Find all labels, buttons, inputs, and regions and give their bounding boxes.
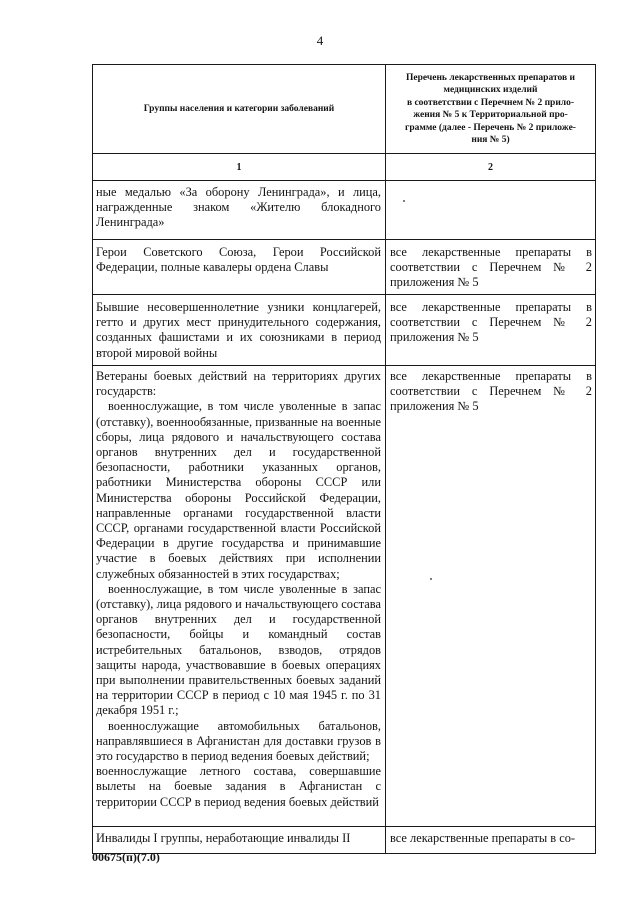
page-number: 4 bbox=[316, 33, 324, 48]
document-code: 00675(п)(7.0) bbox=[92, 850, 160, 864]
header-line: ния № 5) bbox=[471, 135, 510, 145]
group-item: военнослужащие, в том числе уволенные в запас (отставку), военнообязанные, призванные на военные сборы, лица рядового и начальствующего состава органов внутренних дел и государственной безопасности, работники указанных органов, работники Министерства обороны СССР или Министерства обороны Российской Федерации, направленные органами государственной власти СССР, органами государственной власти Российской Федерации в другие государства и принимавшие участие в боевых действиях при исполнении служебных обязанностей в этих государствах; bbox=[96, 399, 381, 581]
scan-speck bbox=[403, 200, 405, 202]
table-row bbox=[93, 240, 596, 295]
drug-list-text: все лекарственные препараты в со- bbox=[390, 831, 576, 845]
header-line: медицинских изделий bbox=[443, 85, 538, 95]
table-row bbox=[93, 295, 596, 366]
group-item: военнослужащие, в том числе уволенные в запас (отставку), лица рядового и начальствующего состава органов внутренних дел и государственной безопасности, бойцы и командный состав истребительных батальонов, взводов, отрядов защиты народа, участвовавшие в боевых операциях при выполнении правительственных боевых заданий на территории СССР в период с 10 мая 1945 г. по 31 декабря 1951 г.; bbox=[96, 581, 381, 718]
group-text: Герои Советского Союза, Герои Российской Федерации, полные кавалеры ордена Славы bbox=[96, 245, 381, 275]
benefit-table bbox=[92, 64, 596, 854]
header-line: жения № 5 к Территориальной про- bbox=[413, 110, 568, 120]
drug-list-text: все лекарственные препараты в соответствии с Перечнем № 2 приложения № 5 bbox=[390, 300, 592, 345]
group-item: военнослужащие летного состава, совершавшие вылеты на боевые задания в Афганистан с территории СССР в период ведения боевых действий bbox=[96, 764, 381, 809]
table-row bbox=[93, 366, 596, 827]
table-row bbox=[93, 827, 596, 854]
drug-list-text: все лекарственные препараты в соответствии с Перечнем № 2 приложения № 5 bbox=[390, 369, 592, 414]
header-groups: Группы населения и категории заболеваний bbox=[93, 65, 386, 154]
veterans-cell bbox=[93, 366, 385, 810]
header-line: в соответствии с Перечнем № 2 прило- bbox=[406, 97, 575, 108]
table-row bbox=[93, 181, 596, 240]
header-line: Перечень лекарственных препаратов и bbox=[406, 72, 575, 83]
table-header-row bbox=[93, 65, 596, 154]
column-number-row bbox=[93, 154, 596, 181]
group-intro: Ветераны боевых действий на территориях других государств: bbox=[96, 369, 381, 399]
group-text: Бывшие несовершеннолетние узники концлагерей, гетто и других мест принудительного содержания, созданных фашистами и их союзниками в период второй мировой войны bbox=[96, 300, 381, 360]
drug-list-text bbox=[386, 181, 595, 185]
group-item: военнослужащие автомобильных батальонов, направлявшиеся в Афганистан для доставки грузов в это государство в период ведения боевых действий; bbox=[96, 718, 381, 764]
group-text: Инвалиды I группы, неработающие инвалиды II bbox=[96, 831, 351, 845]
column-number: 1 bbox=[93, 154, 386, 181]
column-number: 2 bbox=[386, 154, 596, 181]
group-text: ные медалью «За оборону Ленинграда», и лица, награжденные знаком «Жителю блокадного Ленинграда» bbox=[96, 185, 381, 230]
header-line: грамме (далее - Перечень № 2 приложе- bbox=[405, 122, 576, 133]
scan-speck bbox=[430, 578, 432, 580]
header-drug-list bbox=[386, 65, 596, 154]
drug-list-text: все лекарственные препараты в соответствии с Перечнем № 2 приложения № 5 bbox=[390, 245, 592, 290]
